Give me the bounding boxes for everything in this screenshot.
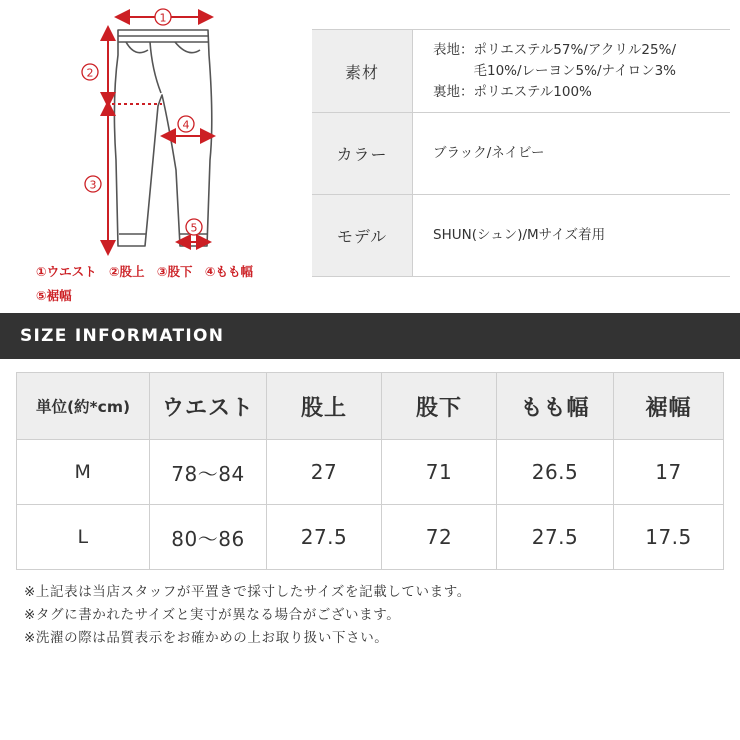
- svg-text:5: 5: [190, 221, 198, 235]
- table-cell: 26.5: [497, 440, 614, 505]
- table-cell: 78～84: [150, 440, 267, 505]
- spec-row-model: [312, 195, 730, 277]
- spec-line: 裏地：ポリエステル100%: [433, 83, 592, 100]
- pants-outline: [114, 30, 211, 246]
- header-thigh: もも幅: [497, 373, 614, 440]
- legend-rise: ②股上: [108, 264, 145, 279]
- spec-line: SHUN(シュン)/Mサイズ着用: [433, 227, 606, 243]
- spec-value: [413, 30, 731, 113]
- size-row-m: [17, 440, 724, 505]
- spec-line: 表地：ポリエステル57%/アクリル25%/: [433, 41, 676, 58]
- header-unit: 単位(約*cm): [17, 373, 150, 440]
- svg-text:3: 3: [89, 178, 97, 192]
- note-line: ※タグに書かれたサイズと実寸が異なる場合がございます。: [24, 607, 401, 623]
- header-inseam: 股下: [382, 373, 497, 440]
- table-cell: 17.5: [614, 505, 724, 570]
- header-rise: 股上: [267, 373, 382, 440]
- table-cell: 27.5: [267, 505, 382, 570]
- note-line: ※上記表は当店スタッフが平置きで採寸したサイズを記載しています。: [24, 584, 471, 600]
- spec-row-color: [312, 113, 730, 195]
- svg-text:4: 4: [182, 118, 190, 132]
- spec-label: モデル: [312, 195, 413, 277]
- marker-2: [82, 64, 98, 80]
- size-table: [16, 372, 724, 570]
- spec-value: [413, 113, 731, 195]
- legend-inseam: ③股下: [156, 264, 193, 279]
- legend-thigh: ④もも幅: [204, 264, 253, 279]
- spec-label: 素材: [312, 30, 413, 113]
- size-information-header: SIZE INFORMATION: [0, 313, 740, 359]
- spec-line: 毛10%/レーヨン5%/ナイロン3%: [433, 62, 676, 79]
- marker-1: [155, 9, 171, 25]
- size-label: M: [17, 440, 150, 505]
- marker-3: [85, 176, 101, 192]
- note-line: ※洗濯の際は品質表示をお確かめの上お取り扱い下さい。: [24, 630, 389, 646]
- svg-text:1: 1: [159, 11, 167, 25]
- header-waist: ウエスト: [150, 373, 267, 440]
- diagram-legend-line-1: [36, 262, 261, 280]
- size-label: L: [17, 505, 150, 570]
- marker-4: [178, 116, 194, 132]
- measurement-diagram: [0, 0, 300, 310]
- size-row-l: [17, 505, 724, 570]
- table-cell: 80～86: [150, 505, 267, 570]
- spec-label: カラー: [312, 113, 413, 195]
- legend-waist: ①ウエスト: [36, 264, 97, 279]
- table-cell: 71: [382, 440, 497, 505]
- table-cell: 27.5: [497, 505, 614, 570]
- size-table-header-row: [17, 373, 724, 440]
- spec-line: ブラック/ネイビー: [433, 145, 545, 161]
- table-cell: 27: [267, 440, 382, 505]
- notes: [24, 581, 471, 650]
- header-hem: 裾幅: [614, 373, 724, 440]
- spec-value: [413, 195, 731, 277]
- spec-table: [312, 29, 730, 277]
- marker-5: [186, 219, 202, 235]
- diagram-legend-line-2: [36, 286, 80, 304]
- svg-text:2: 2: [86, 66, 94, 80]
- legend-hem: ⑤裾幅: [36, 288, 72, 303]
- spec-row-material: [312, 30, 730, 113]
- table-cell: 72: [382, 505, 497, 570]
- table-cell: 17: [614, 440, 724, 505]
